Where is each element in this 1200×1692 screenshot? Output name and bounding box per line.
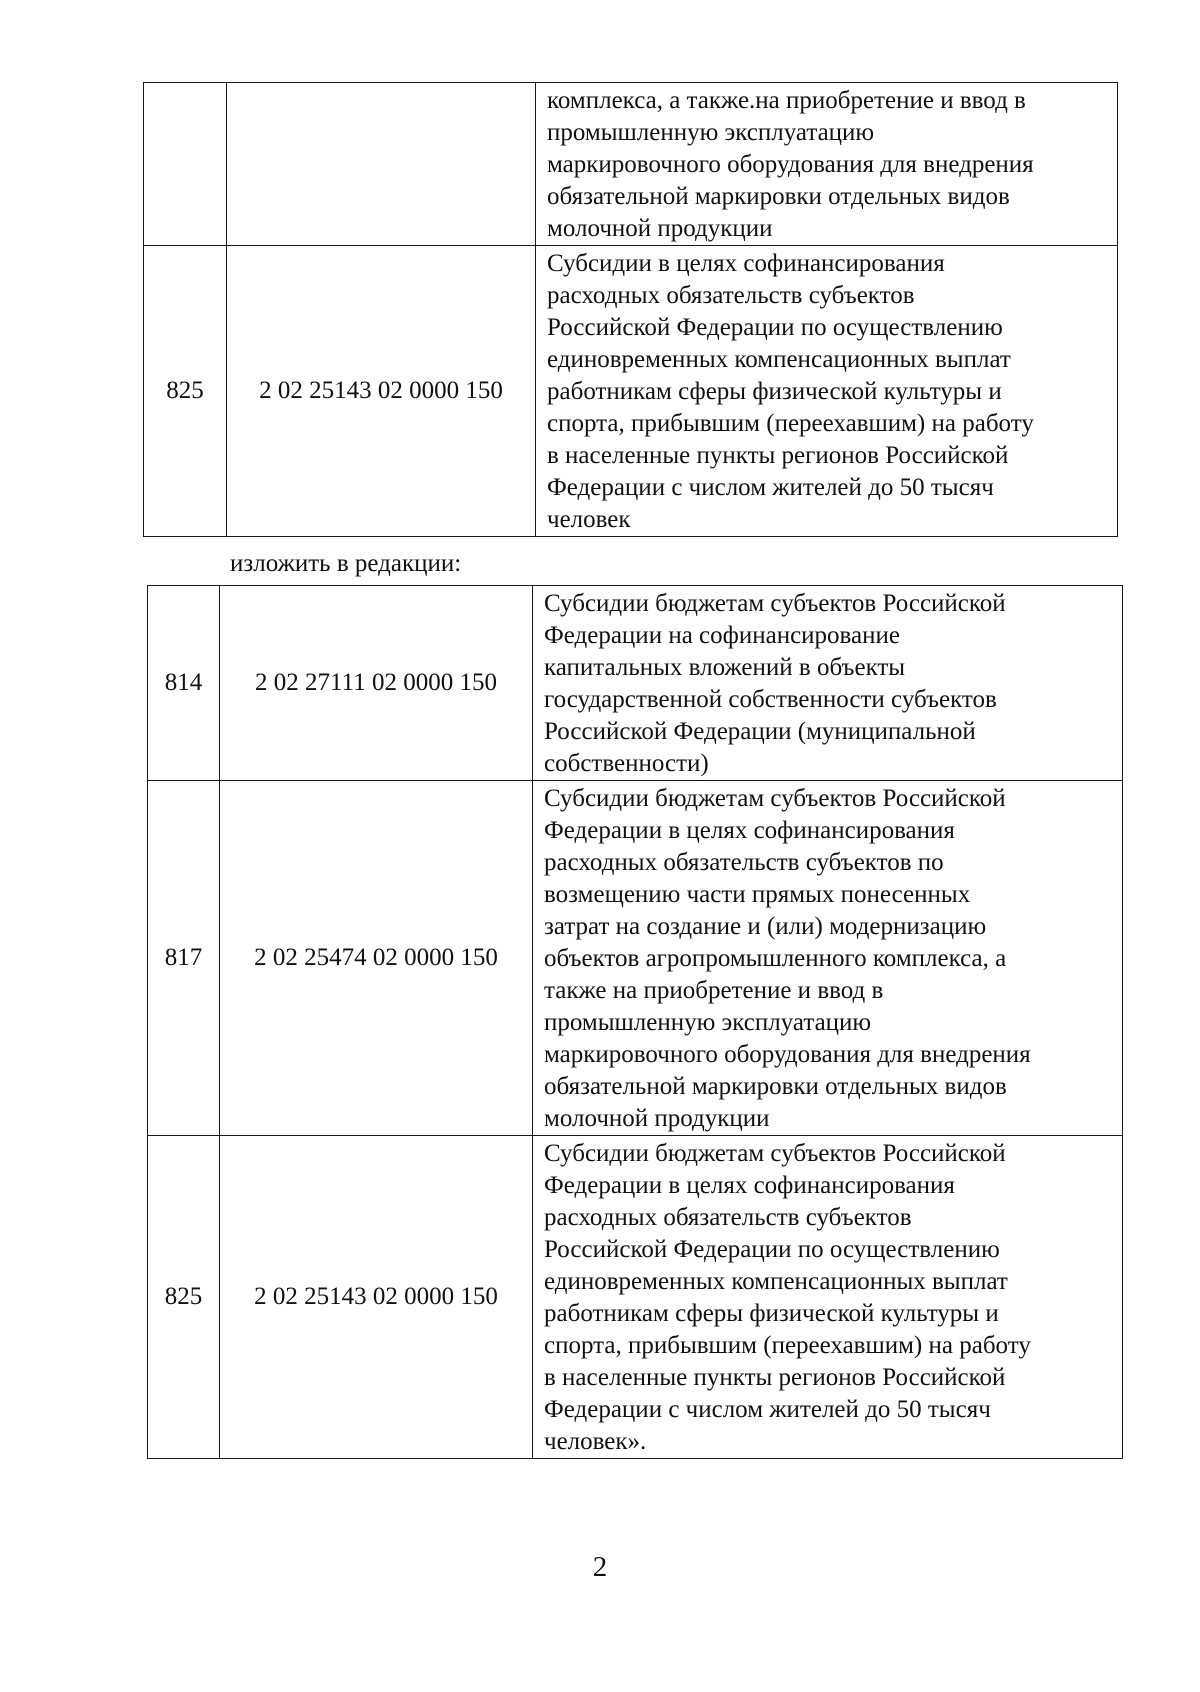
description-line: промышленную эксплуатацию [547, 119, 875, 146]
budget-code-cell: 2 02 25143 02 0000 150 [220, 1136, 533, 1459]
description-line: промышленную эксплуатацию [544, 1009, 872, 1036]
description-line: человек [547, 506, 631, 533]
description-line: Федерации с числом жителей до 50 тысяч [544, 1396, 991, 1423]
table-previous-version [143, 82, 1118, 537]
description-line: Федерации с числом жителей до 50 тысяч [547, 474, 994, 501]
description-line: Субсидии бюджетам субъектов Российской [544, 1140, 1006, 1167]
description-line: спорта, прибывшим (переехавшим) на работу [547, 410, 1034, 437]
description-cell [533, 1136, 1123, 1459]
description-line: молочной продукции [544, 1105, 770, 1132]
description-line: обязательной маркировки отдельных видов [547, 183, 1010, 210]
description-line: Федерации в целях софинансирования [544, 1172, 955, 1199]
table-row [148, 1136, 1123, 1459]
description-line: маркировочного оборудования для внедрения [544, 1041, 1031, 1068]
page-number: 2 [592, 1551, 608, 1583]
description-line: работникам сферы физической культуры и [544, 1300, 999, 1327]
budget-code-cell: 2 02 25474 02 0000 150 [220, 781, 533, 1136]
description-line: обязательной маркировки отдельных видов [544, 1073, 1007, 1100]
table-row [144, 246, 1118, 537]
table-new-version [147, 585, 1123, 1459]
budget-code-cell: 2 02 25143 02 0000 150 [227, 246, 536, 537]
row-number-cell [144, 83, 227, 246]
description-line: в населенные пункты регионов Российской [547, 442, 1009, 469]
description-line: единовременных компенсационных выплат [544, 1268, 1008, 1295]
description-line: маркировочного оборудования для внедрения [547, 151, 1034, 178]
description-line: Субсидии бюджетам субъектов Российской [544, 785, 1006, 812]
description-line: объектов агропромышленного комплекса, а [544, 945, 1007, 972]
description-line: молочной продукции [547, 215, 773, 242]
description-line: государственной собственности субъектов [544, 686, 997, 713]
description-line: Российской Федерации (муниципальной [544, 718, 976, 745]
description-line: человек». [544, 1428, 647, 1455]
intro-text: изложить в редакции: [230, 550, 462, 577]
description-line: затрат на создание и (или) модернизацию [544, 913, 987, 940]
description-cell [533, 781, 1123, 1136]
description-cell [536, 83, 1118, 246]
description-line: капитальных вложений в объекты [544, 654, 906, 681]
description-line: Российской Федерации по осуществлению [547, 314, 1003, 341]
row-number-cell: 825 [148, 1136, 220, 1459]
description-line: собственности) [544, 750, 709, 777]
description-line: в населенные пункты регионов Российской [544, 1364, 1006, 1391]
description-line: также на приобретение и ввод в [544, 977, 884, 1004]
table-row [144, 83, 1118, 246]
description-line: единовременных компенсационных выплат [547, 346, 1011, 373]
description-line: возмещению части прямых понесенных [544, 881, 971, 908]
description-line: Российской Федерации по осуществлению [544, 1236, 1000, 1263]
description-line: расходных обязательств субъектов [547, 282, 915, 309]
budget-code-cell: 2 02 27111 02 0000 150 [220, 586, 533, 781]
table-row [148, 586, 1123, 781]
description-line: расходных обязательств субъектов [544, 1204, 912, 1231]
description-line: Субсидии бюджетам субъектов Российской [544, 590, 1006, 617]
description-line: работникам сферы физической культуры и [547, 378, 1002, 405]
description-line: спорта, прибывшим (переехавшим) на работу [544, 1332, 1031, 1359]
description-cell [536, 246, 1118, 537]
description-line: Федерации в целях софинансирования [544, 817, 955, 844]
description-line: расходных обязательств субъектов по [544, 849, 944, 876]
description-line: комплекса, а также.на приобретение и ввод в [547, 87, 1026, 114]
budget-code-cell [227, 83, 536, 246]
row-number-cell: 817 [148, 781, 220, 1136]
row-number-cell: 825 [144, 246, 227, 537]
description-line: Федерации на софинансирование [544, 622, 900, 649]
row-number-cell: 814 [148, 586, 220, 781]
description-cell [533, 586, 1123, 781]
table-row [148, 781, 1123, 1136]
description-line: Субсидии в целях софинансирования [547, 250, 945, 277]
